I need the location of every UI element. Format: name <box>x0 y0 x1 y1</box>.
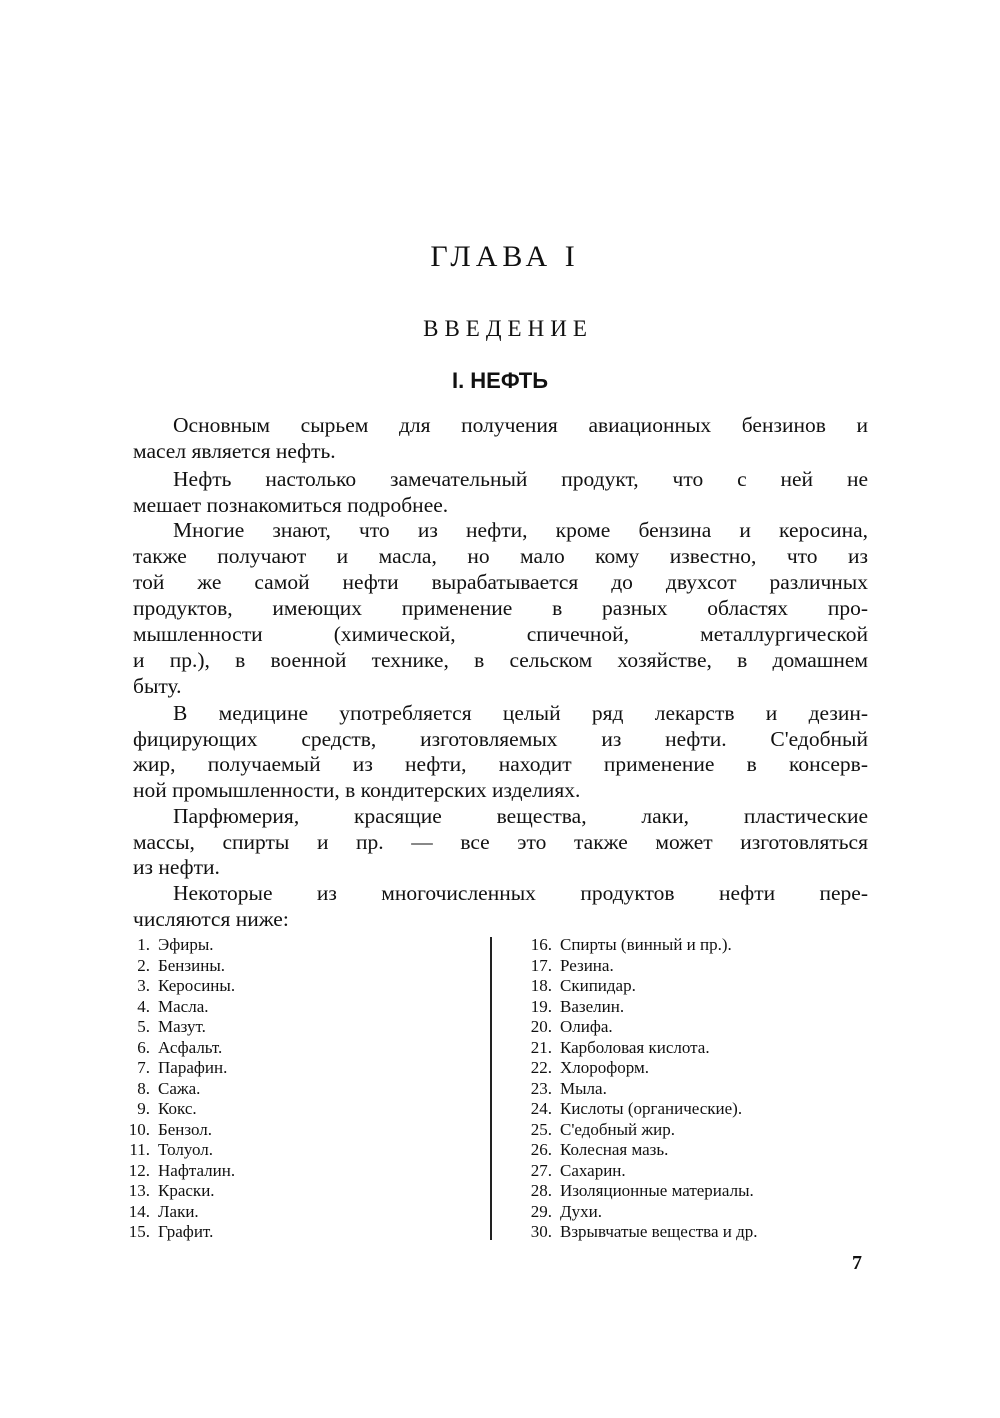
list-item <box>120 1079 200 1099</box>
text-line: масел является нефть. <box>133 439 336 463</box>
item-number: 10. <box>128 1119 150 1139</box>
chapter-title: ВВЕДЕНИЕ <box>423 316 593 341</box>
list-item <box>522 1099 742 1119</box>
item-label: Изоляционные материалы. <box>560 1181 754 1200</box>
list-item <box>522 1120 675 1140</box>
list-item <box>120 1140 213 1160</box>
text-line: Парфюмерия, красящие вещества, лаки, пластические <box>173 804 868 828</box>
list-item <box>522 1140 668 1160</box>
list-item <box>120 1017 206 1037</box>
list-item <box>120 1202 199 1222</box>
item-number: 21. <box>530 1037 552 1057</box>
item-number: 12. <box>128 1160 150 1180</box>
item-number: 4. <box>137 996 150 1016</box>
list-item <box>522 1017 613 1037</box>
list-item <box>120 1099 197 1119</box>
item-number: 5. <box>137 1017 150 1036</box>
text-line: числяются ниже: <box>133 907 289 931</box>
list-item <box>522 1079 607 1099</box>
text-line: из нефти. <box>133 855 220 879</box>
item-label: Асфальт. <box>158 1037 223 1057</box>
item-label: Лаки. <box>158 1201 199 1221</box>
list-item <box>120 1181 215 1201</box>
item-label: Бензол. <box>158 1119 213 1139</box>
item-number: 9. <box>137 1099 150 1118</box>
item-number: 28. <box>530 1181 552 1200</box>
list-item <box>522 1202 602 1222</box>
item-number: 13. <box>128 1181 150 1200</box>
text-line: Многие знают, что из нефти, кроме бензина и керосина, <box>173 518 868 542</box>
list-item <box>120 976 235 996</box>
text-line: также получают и масла, но мало кому известно, что из <box>133 544 868 568</box>
item-number: 24. <box>530 1099 552 1118</box>
text-line: мышленности (химической, спичечной, металлургической <box>133 622 868 646</box>
item-number: 29. <box>530 1201 552 1221</box>
item-label: С'едобный жир. <box>560 1119 675 1139</box>
text-line: фицирующих средств, изготовляемых из нефти. С'едобный <box>133 727 868 751</box>
item-label: Керосины. <box>158 976 236 995</box>
list-item <box>522 1181 754 1201</box>
item-number: 18. <box>530 976 552 995</box>
item-number: 22. <box>530 1058 552 1077</box>
item-label: Колесная мазь. <box>560 1140 669 1159</box>
list-item <box>120 956 225 976</box>
list-item <box>522 976 636 996</box>
item-label: Резина. <box>560 955 614 975</box>
item-number: 1. <box>137 935 150 954</box>
item-label: Толуол. <box>158 1140 213 1159</box>
text-line: продуктов, имеющих применение в разных областях про- <box>133 596 868 620</box>
item-label: Графит. <box>158 1222 214 1241</box>
list-item <box>120 1038 222 1058</box>
text-line: Основным сырьем для получения авиационных бензинов и <box>173 413 868 437</box>
item-label: Сахарин. <box>560 1160 626 1180</box>
item-number: 15. <box>128 1222 150 1241</box>
list-item <box>522 1161 626 1181</box>
list-item <box>120 1120 212 1140</box>
item-label: Мыла. <box>560 1078 607 1098</box>
item-number: 16. <box>530 935 552 954</box>
section-title: I. НЕФТЬ <box>451 368 549 393</box>
item-label: Вазелин. <box>560 996 625 1016</box>
item-number: 25. <box>530 1119 552 1139</box>
item-label: Хлороформ. <box>560 1058 650 1077</box>
item-number: 17. <box>530 955 552 975</box>
page-number: 7 <box>852 1252 862 1274</box>
item-label: Кислоты (органические). <box>560 1099 743 1118</box>
list-item <box>522 1038 710 1058</box>
item-number: 30. <box>530 1222 552 1241</box>
item-number: 19. <box>530 996 552 1016</box>
item-label: Эфиры. <box>158 935 214 954</box>
item-label: Масла. <box>158 996 209 1016</box>
list-item <box>120 997 209 1017</box>
text-line: той же самой нефти вырабатывается до двухсот различных <box>133 570 868 594</box>
item-number: 3. <box>137 976 150 995</box>
item-number: 6. <box>137 1037 150 1057</box>
column-divider <box>490 937 492 1240</box>
item-number: 8. <box>137 1078 150 1098</box>
list-item <box>522 997 624 1017</box>
item-label: Бензины. <box>158 955 225 975</box>
text-line: Нефть настолько замечательный продукт, что с ней не <box>173 467 868 491</box>
text-line: Некоторые из многочисленных продуктов нефти пере- <box>173 881 868 905</box>
item-number: 2. <box>137 955 150 975</box>
item-label: Карболовая кислота. <box>560 1037 710 1057</box>
item-label: Спирты (винный и пр.). <box>560 935 732 954</box>
text-line: массы, спирты и пр. — все это также может изготовляться <box>133 830 868 854</box>
item-number: 14. <box>128 1201 150 1221</box>
list-item <box>120 1222 213 1242</box>
text-line: В медицине употребляется целый ряд лекарств и дезин- <box>173 701 868 725</box>
item-label: Кокс. <box>158 1099 197 1118</box>
text-line: быту. <box>133 674 182 698</box>
list-item <box>522 1222 758 1242</box>
item-number: 20. <box>530 1017 552 1036</box>
text-line: жир, получаемый из нефти, находит применение в консерв- <box>133 752 868 776</box>
item-label: Нафталин. <box>158 1160 236 1180</box>
item-label: Олифа. <box>560 1017 613 1036</box>
item-label: Сажа. <box>158 1078 201 1098</box>
list-item <box>120 935 214 955</box>
item-number: 11. <box>129 1140 150 1159</box>
list-item <box>522 935 732 955</box>
item-number: 27. <box>530 1160 552 1180</box>
item-label: Взрывчатые вещества и др. <box>560 1222 758 1241</box>
chapter-heading: ГЛАВА I <box>430 240 580 273</box>
text-line: мешает познакомиться подробнее. <box>133 493 449 517</box>
text-line: и пр.), в военной технике, в сельском хозяйстве, в домашнем <box>133 648 868 672</box>
item-label: Парафин. <box>158 1058 228 1077</box>
item-label: Духи. <box>560 1201 602 1221</box>
list-item <box>522 1058 649 1078</box>
list-item <box>120 1161 235 1181</box>
item-label: Мазут. <box>158 1017 206 1036</box>
item-number: 23. <box>530 1078 552 1098</box>
list-item <box>522 956 614 976</box>
item-label: Краски. <box>158 1181 215 1200</box>
list-item <box>120 1058 227 1078</box>
item-label: Скипидар. <box>560 976 636 995</box>
item-number: 26. <box>530 1140 552 1159</box>
text-line: ной промышленности, в кондитерских изделиях. <box>133 778 581 802</box>
item-number: 7. <box>137 1058 150 1077</box>
